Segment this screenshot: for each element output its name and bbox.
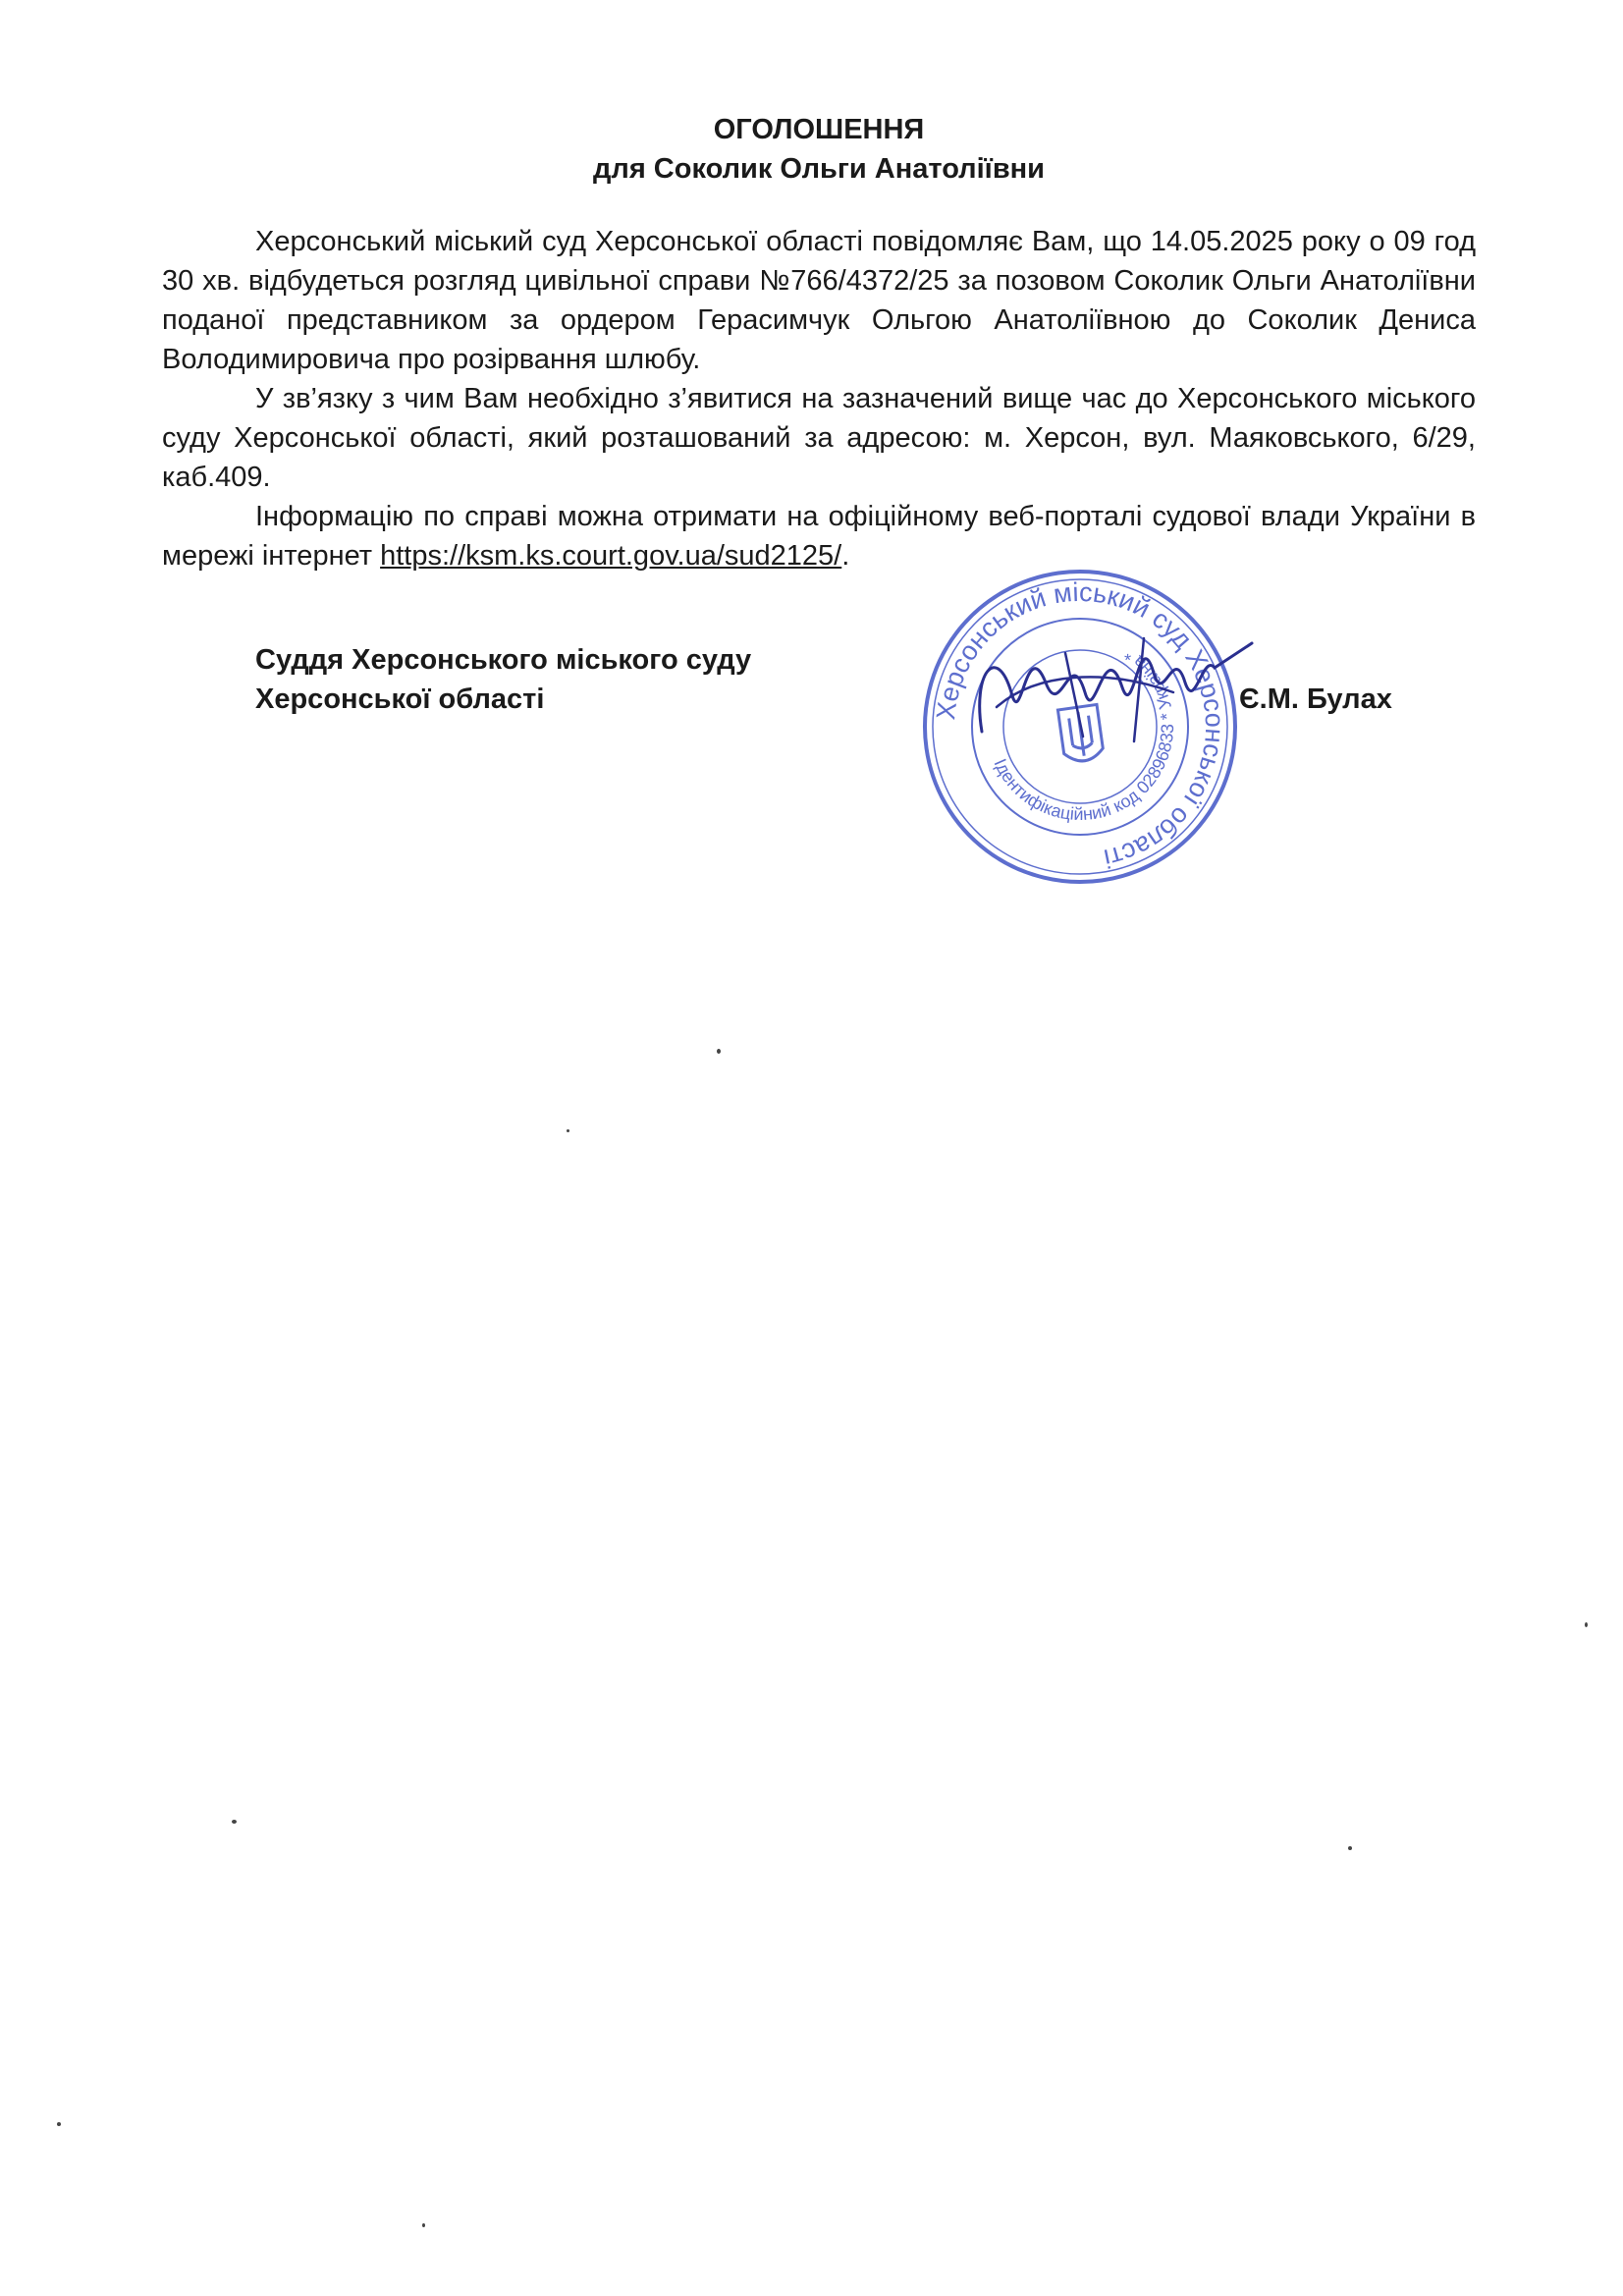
document-subtitle: для Соколик Ольги Анатоліївни <box>592 153 1045 185</box>
paragraph-appearance: У зв’язку з чим Вам необхідно з’явитися на зазначений вище час до Херсонського міського суду Херсонської області, який розташований за адресою: м. Херсон, вул. Маяковського, 6/29, каб.409. <box>162 383 1476 493</box>
paragraph-info-end: . <box>841 540 850 572</box>
paragraph-info-text: Інформацію по справі можна отримати на офіційному веб-порталі судової влади України в мережі інтернет <box>162 501 1476 572</box>
seal-outer-text: Херсонський міський суд Херсонської області <box>931 576 1230 874</box>
judge-position-line-2: Херсонської області <box>255 683 545 715</box>
scan-speck <box>717 1049 721 1054</box>
judge-position <box>255 640 751 719</box>
paragraph-hearing: Херсонський міський суд Херсонської області повідомляє Вам, що 14.05.2025 року о 09 год 30 хв. відбудеться розгляд цивільної справи №766/4372/25 за позовом Соколик Ольги Анатоліївни поданої представником за ордером Герасимчук Ольгою Анатоліївною до Соколик Дениса Володимировича про розірвання шлюбу. <box>162 226 1476 375</box>
scan-speck <box>567 1129 569 1132</box>
seal-inner-text: Ідентифікаційний код 02896833 * Україна * <box>990 644 1178 825</box>
judge-position-line-1: Суддя Херсонського міського суду <box>255 644 752 676</box>
scan-speck <box>232 1820 237 1824</box>
scan-speck <box>1585 1622 1588 1627</box>
scan-speck <box>422 2223 425 2227</box>
judge-signature <box>967 614 1262 761</box>
scan-speck <box>57 2122 61 2126</box>
paragraph-info <box>162 497 1476 575</box>
document-content <box>162 110 1476 575</box>
scan-speck <box>1348 1846 1352 1850</box>
document-title: ОГОЛОШЕННЯ <box>713 114 925 145</box>
judge-name: Є.М. Булах <box>1239 683 1392 715</box>
court-portal-link[interactable]: https://ksm.ks.court.gov.ua/sud2125/ <box>380 540 842 572</box>
